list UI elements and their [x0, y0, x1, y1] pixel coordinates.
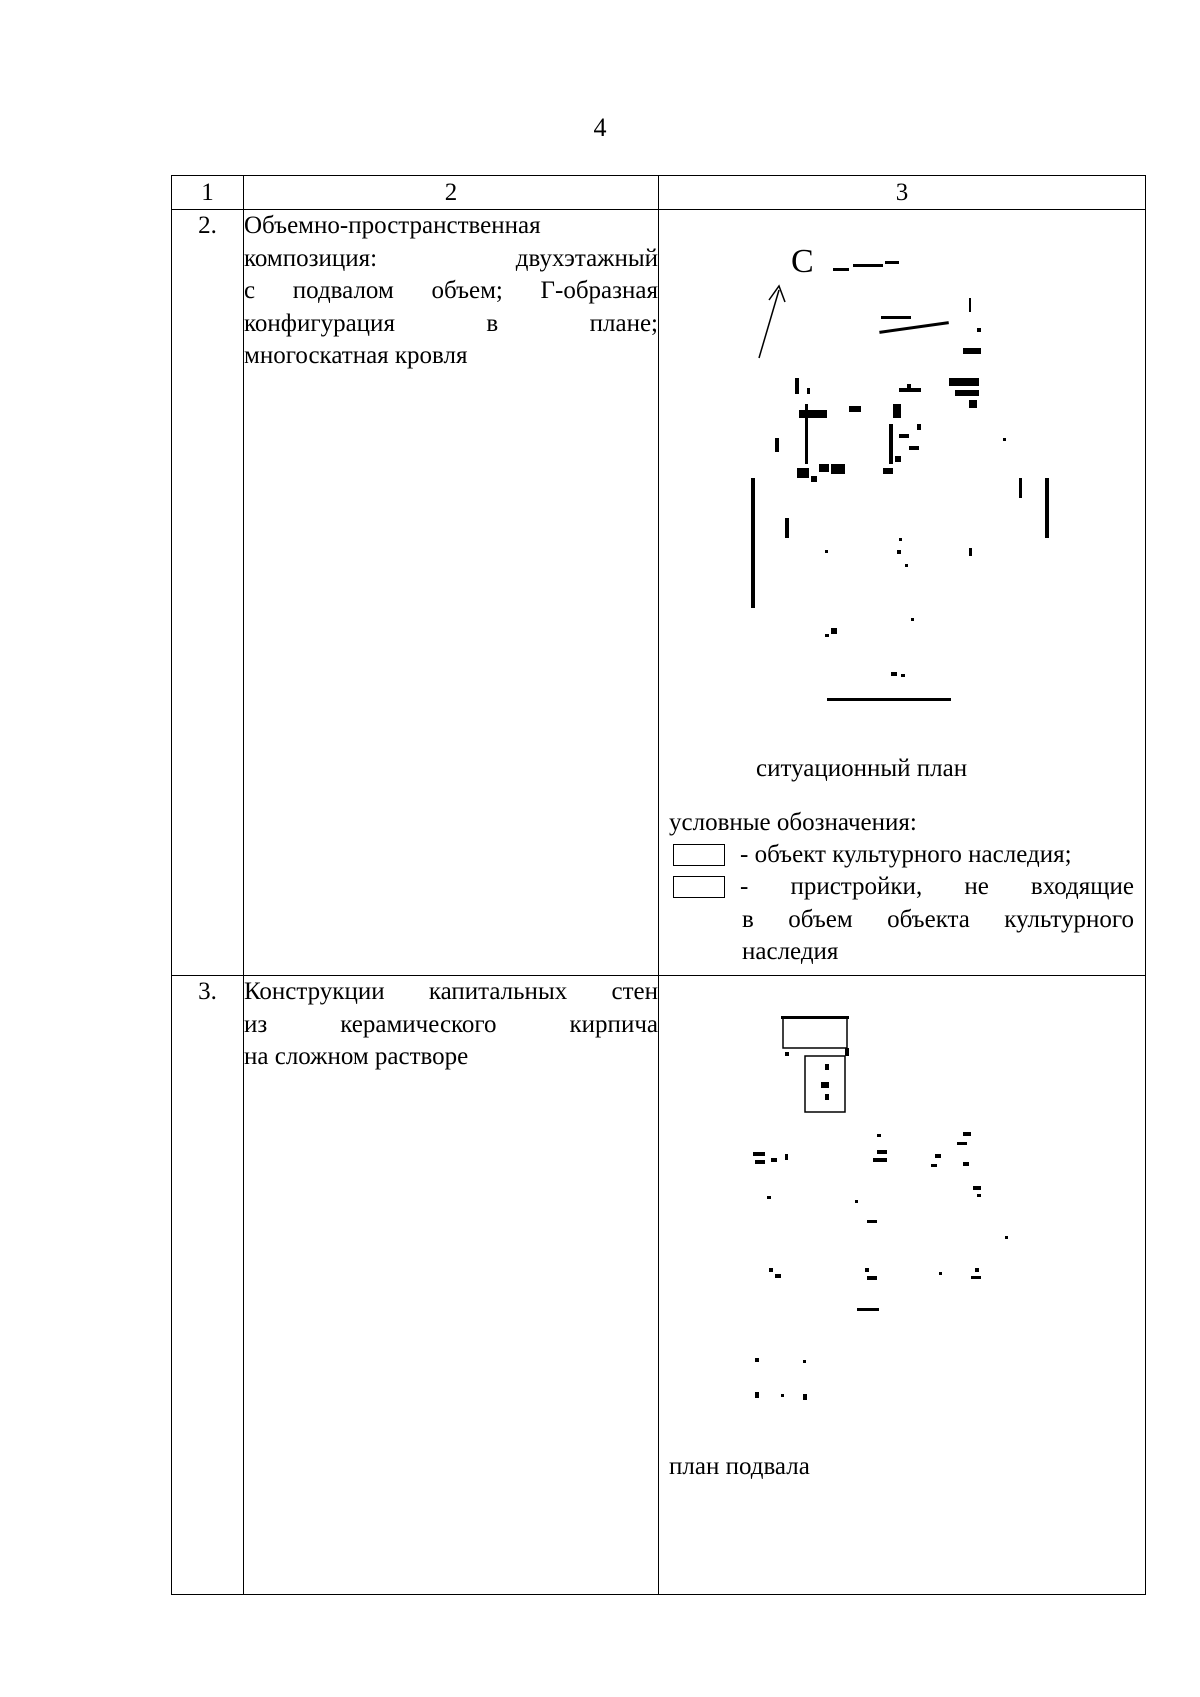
legend-title: условные обозначения: — [669, 809, 917, 836]
figure-cell — [659, 210, 1146, 976]
situation-plan-image — [749, 228, 1049, 708]
north-label: С — [791, 243, 814, 280]
plan-outline — [783, 1018, 847, 1112]
legend-item-extensions — [740, 871, 1134, 969]
north-arrowhead — [769, 286, 785, 302]
description-line: из керамического кирпича — [244, 1010, 658, 1038]
table-row — [172, 976, 1146, 1595]
figure-cell — [659, 976, 1146, 1595]
description-line: конфигурация в плане; — [244, 309, 658, 337]
plan-fragments — [751, 261, 1049, 701]
figure-caption: ситуационный план — [756, 755, 968, 782]
figure-caption: план подвала — [669, 1453, 810, 1480]
description-line: Объемно-пространственная — [244, 212, 541, 239]
legend-line: в объем объекта культурного — [742, 905, 1134, 933]
legend-line: - пристройки, не входящие — [740, 873, 1134, 900]
legend-item-heritage: - объект культурного наследия; — [740, 841, 1072, 868]
heritage-object-table — [171, 175, 1146, 1595]
row-number: 2. — [172, 210, 244, 976]
table-header-row — [172, 176, 1146, 210]
column-header-1: 1 — [172, 176, 244, 210]
basement-plan-image — [749, 1016, 1019, 1436]
description-line: композиция: двухэтажный — [244, 244, 658, 272]
row-number: 3. — [172, 976, 244, 1595]
table-row — [172, 210, 1146, 976]
legend-line: наследия — [742, 938, 839, 965]
description-line: Конструкции капитальных стен — [244, 978, 658, 1005]
description-line: с подвалом объем; Г-образная — [244, 277, 658, 304]
north-arrow — [759, 290, 779, 358]
row-description — [244, 210, 659, 976]
column-header-3: 3 — [659, 176, 1146, 210]
row-description — [244, 976, 659, 1595]
column-header-2: 2 — [244, 176, 659, 210]
page-number: 4 — [593, 113, 607, 142]
description-line: на сложном растворе — [244, 1043, 469, 1070]
plan-fragments — [753, 1016, 1008, 1400]
legend-swatch-heritage — [673, 844, 725, 866]
description-line: многоскатная кровля — [244, 342, 468, 369]
legend-swatch-extensions — [673, 876, 725, 898]
